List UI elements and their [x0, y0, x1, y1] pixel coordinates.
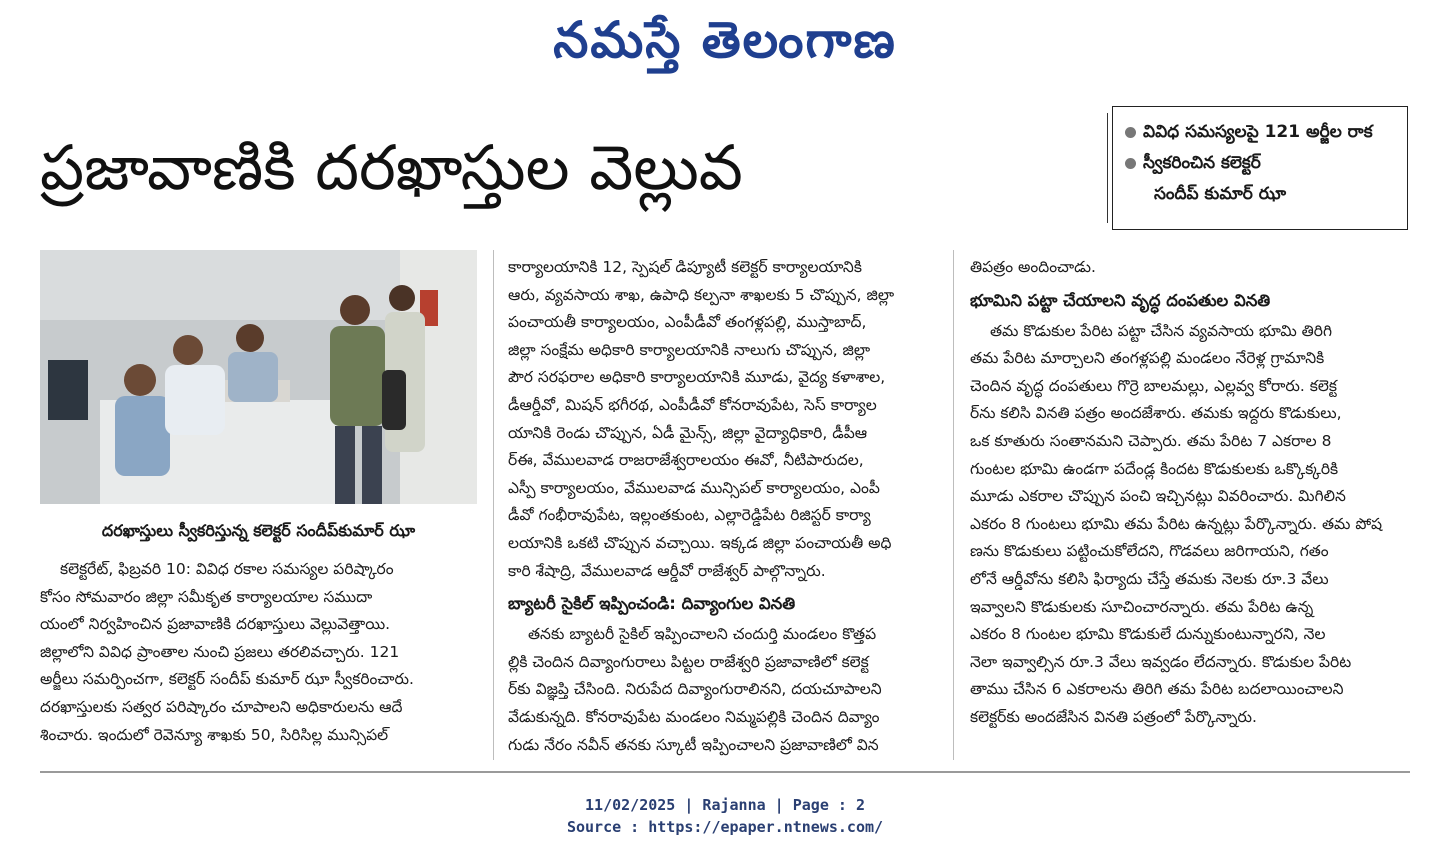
text-line: యానికి రెండు చొప్పున, ఏడీ మైన్స్, జిల్లా వైద్యాధికారి, డీపీఆ: [508, 423, 868, 442]
text-line: వేడుకున్నది. కోనరావుపేట మండలం నిమ్మపల్లికి చెందిన దివ్యాం: [508, 707, 880, 726]
photo-illustration: [40, 250, 477, 504]
masthead-logo: నమస్తే తెలంగాణ: [553, 10, 897, 69]
text-line: తమ కొడుకుల పేరిట పట్టా చేసిన వ్యవసాయ భూమి తిరిగి: [990, 321, 1332, 340]
subheading-battery-cycle: బ్యాటరీ సైకిల్ ఇప్పించండి: దివ్యాంగుల వినతి: [508, 594, 796, 614]
highlight-1: [1125, 117, 1401, 148]
text-line: ఆరు, వ్యవసాయ శాఖ, ఉపాధి కల్పనా శాఖలకు 5 చొప్పున, జిల్లా: [508, 285, 895, 304]
column-divider: [493, 250, 494, 760]
footer-divider: [40, 771, 1410, 773]
text-line: కోసం సోమవారం జిల్లా సమీకృత కార్యాలయాల సముదా: [40, 587, 373, 606]
text-line: లోనే ఆర్డీవోను కలిసి ఫిర్యాదు చేస్తే తమకు నెలకు రూ.3 వేలు: [970, 569, 1329, 588]
text-line: ఎకరం 8 గుంటలు భూమి తమ పేరిట ఉన్నట్లు పేర్కొన్నారు. తమ పోష: [970, 514, 1383, 533]
text-line: ర్ఈ, వేములవాడ రాజరాజేశ్వరాలయం ఈవో, నీటిపారుదల,: [508, 451, 864, 470]
text-line: గుడు నేరం నవీన్ తనకు స్కూటీ ఇప్పించాలని ప్రజావాణిలో విన: [508, 735, 879, 754]
text-line: కారి శేషాద్రి, వేములవాడ ఆర్డీవో రాజేశ్వర్ పాల్గొన్నారు.: [508, 561, 826, 580]
text-line: ణను కొడుకులు పట్టించుకోలేదని, గొడవలు జరిగాయని, గతం: [970, 542, 1329, 561]
text-line: మూడు ఎకరాల చొప్పున పంచి ఇచ్చినట్లు వివరించారు. మిగిలిన: [970, 487, 1346, 506]
text-line: కలెక్టర్‌కు అందజేసిన వినతి పత్రంలో పేర్కొన్నారు.: [970, 707, 1257, 726]
text-line: యంలో నిర్వహించిన ప్రజావాణికి దరఖాస్తులు వెల్లువెత్తాయి.: [40, 615, 391, 634]
news-photo: [40, 250, 477, 504]
text-line: ర్‌కు విజ్ఞప్తి చేసింది. నిరుపేద దివ్యాంగురాలినని, దయచూపాలని: [508, 680, 882, 699]
highlight-1-text: వివిధ సమస్యలపై 121 అర్జీల రాక: [1143, 122, 1373, 142]
article-column-2: [508, 254, 936, 759]
footer-source-link[interactable]: Source : https://epaper.ntnews.com/: [566, 818, 884, 836]
highlight-2: [1125, 148, 1401, 179]
column-divider: [953, 250, 954, 760]
text-line: ఒక కూతురు సంతానమని చెప్పారు. తమ పేరిట 7 ఎకరాల 8: [970, 431, 1332, 450]
text-line: డీఆర్డీవో, మిషన్ భగీరథ, ఎంపీడీవో కోనరావుపేట, సెస్ కార్యాల: [508, 395, 877, 414]
text-line: తిపత్రం అందించాడు.: [970, 258, 1096, 276]
text-line: పౌర సరఫరాల అధికారి కార్యాలయానికి మూడు, వైద్య కళాశాల,: [508, 368, 886, 387]
text-line: లయానికి ఒకటి చొప్పున వచ్చాయి. ఇక్కడ జిల్లా పంచాయతీ అధి: [508, 533, 892, 552]
text-line: ఎకరం 8 గుంటల భూమి కొడుకులే దున్నుకుంటున్నారని, నెల: [970, 625, 1326, 644]
highlights-box: [1112, 106, 1408, 230]
bullet-icon: [1125, 127, 1136, 138]
text-line: పంచాయతీ కార్యాలయం, ఎంపీడీవో తంగళ్లపల్లి, ముస్తాబాద్,: [508, 313, 867, 332]
text-line: ల్లికి చెందిన దివ్యాంగురాలు పిట్టల రాజేశ్వరి ప్రజావాణిలో కలెక్ట: [508, 652, 869, 671]
text-line: గుంటల భూమి ఉండగా పదేండ్ల కిందట కొడుకులకు ఒక్కొక్కరికి: [970, 459, 1339, 478]
article-column-1: [40, 556, 477, 749]
text-line: కలెక్టరేట్, ఫిబ్రవరి 10: వివిధ రకాల సమస్యల పరిష్కారం: [60, 560, 394, 578]
text-line: ఇవ్వాలని కొడుకులకు సూచించారన్నారు. తమ పేరిట ఉన్న: [970, 597, 1314, 616]
text-line: ఎస్పీ కార్యాలయం, వేములవాడ మున్సిపల్ కార్యాలయం, ఎంపీ: [508, 478, 880, 497]
text-line: తమ పేరిట మార్చాలని తంగళ్లపల్లి మండలం నేరెళ్ల గ్రామానికి: [970, 349, 1325, 368]
text-line: చెందిన వృద్ధ దంపతులు గొర్రె బాలమల్లు, ఎల్లవ్వ కోరారు. కలెక్ట: [970, 376, 1337, 395]
text-line: నెలా ఇవ్వాల్సిన రూ.3 వేలు ఇవ్వడం లేదన్నారు. కొడుకుల పేరిట: [970, 652, 1352, 671]
text-line: ర్‌ను కలిసి వినతి పత్రం అందజేశారు. తమకు ఇద్దరు కొడుకులు,: [970, 404, 1342, 423]
text-line: తాము చేసిన 6 ఎకరాలను తిరిగి తమ పేరిట బదలాయించాలని: [970, 680, 1344, 699]
text-line: శించారు. ఇందులో రెవెన్యూ శాఖకు 50, సిరిసిల్ల మున్సిపల్: [40, 725, 389, 744]
text-line: డీవో గంభీరావుపేట, ఇల్లంతకుంట, ఎల్లారెడ్డిపేట రిజిస్టర్ కార్యా: [508, 506, 871, 525]
text-line: తనకు బ్యాటరీ సైకిల్ ఇప్పించాలని చందుర్తి మండలం కొత్తప: [528, 625, 877, 644]
text-line: కార్యాలయానికి 12, స్పెషల్ డిప్యూటీ కలెక్టర్ కార్యాలయానికి: [508, 258, 862, 276]
text-line: జిల్లా సంక్షేమ అధికారి కార్యాలయానికి నాలుగు చొప్పున, జిల్లా: [508, 340, 871, 359]
bullet-icon: [1125, 158, 1136, 169]
text-line: దరఖాస్తులకు సత్వర పరిష్కారం చూపాలని అధికారులను ఆదే: [40, 697, 403, 716]
text-line: జిల్లాలోని వివిధ ప్రాంతాల నుంచి ప్రజలు తరలివచ్చారు. 121: [40, 642, 400, 661]
footer-date-edition: 11/02/2025 | Rajanna | Page : 2: [585, 796, 865, 814]
text-line: అర్జీలు సమర్పించగా, కలెక్టర్ సందీప్ కుమార్ ఝా స్వీకరించారు.: [40, 670, 414, 689]
article-headline: ప్రజావాణికి దరఖాస్తుల వెల్లువ: [40, 131, 743, 204]
article-column-3: [970, 254, 1407, 732]
highlight-2-text: స్వీకరించిన కలెక్టర్: [1143, 153, 1261, 173]
highlight-2-continued: సందీప్ కుమార్ ఝా: [1154, 184, 1287, 204]
photo-caption: దరఖాస్తులు స్వీకరిస్తున్న కలెక్టర్ సందీప్‌కుమార్ ఝా: [101, 521, 416, 540]
subheading-land-petition: భూమిని పట్టా చేయాలని వృద్ధ దంపతుల వినతి: [970, 290, 1271, 310]
